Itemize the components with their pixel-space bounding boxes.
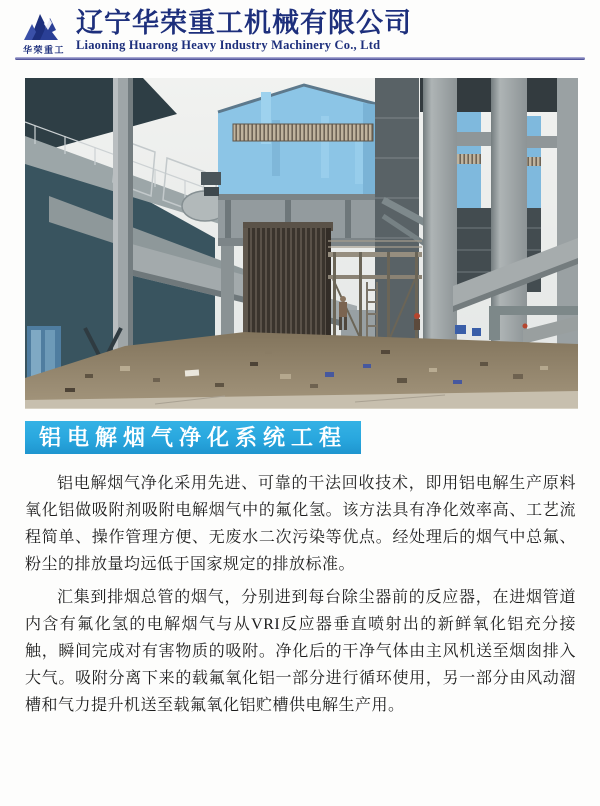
company-name-block — [76, 8, 412, 53]
header-divider — [15, 57, 585, 60]
paragraph-2: 汇集到排烟总管的烟气，分别进到每台除尘器前的反应器，在进烟管道内含有氟化氢的电解烟气与从VRI反应器垂直喷射出的新鲜氧化铝充分接触，瞬间完成对有害物质的吸附。净化后的干净气体由主风机送至烟囱排入大气。吸附分离下来的载氟氧化铝一部分进行循环使用，另一部分由风动溜槽和气力提升机送至载氟氧化铝贮槽供电解生产用。 — [25, 589, 576, 714]
company-name-en: Liaoning Huarong Heavy Industry Machinery Co., Ltd — [76, 38, 381, 52]
logo-text: 华荣重工 — [22, 45, 65, 55]
project-photo — [25, 78, 578, 409]
body-text — [25, 470, 576, 725]
paragraph-1: 铝电解烟气净化采用先进、可靠的干法回收技术，即用铝电解生产原料氧化铝做吸附剂吸附电解烟气中的氟化氢。该方法具有净化效率高、工艺流程简单、操作管理方便、无废水二次污染等优点。经处理后的烟气中总氟、粉尘的排放量均远低于国家规定的排放标准。 — [25, 475, 576, 573]
section-title-banner — [25, 421, 361, 454]
page-header — [18, 8, 582, 56]
company-logo — [18, 10, 70, 56]
huarong-mountain-logo-icon — [22, 10, 66, 42]
section-title: 铝电解烟气净化系统工程 — [39, 425, 348, 450]
company-name-zh: 辽宁华荣重工机械有限公司 — [76, 8, 412, 38]
